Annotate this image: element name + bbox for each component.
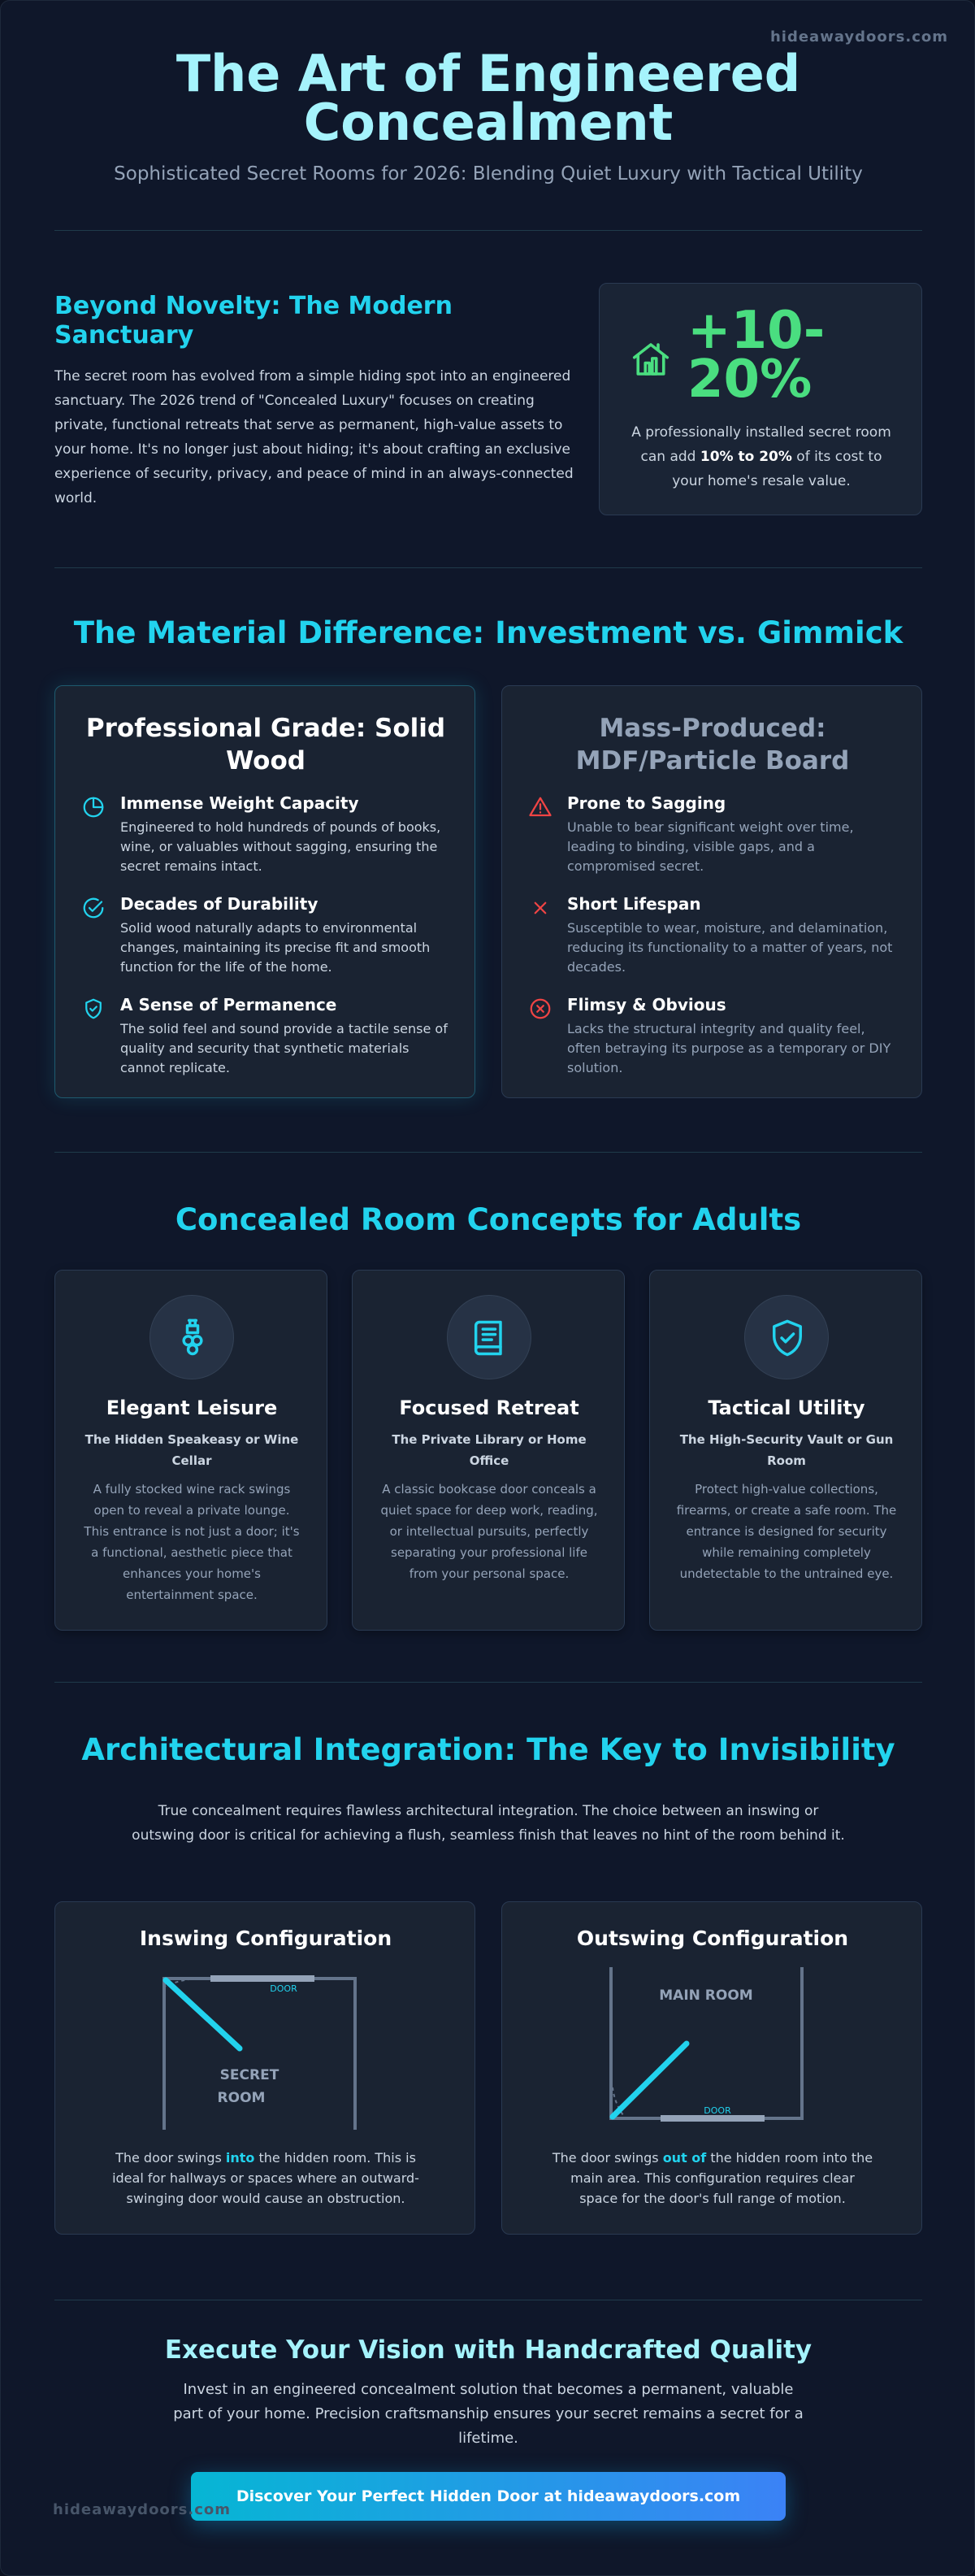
page-subtitle: Sophisticated Secret Rooms for 2026: Blending Quiet Luxury with Tactical Utility bbox=[114, 163, 863, 185]
concept-icon-circle bbox=[447, 1295, 531, 1379]
feature-desc: Solid wood naturally adapts to environmental changes, maintaining its precise fit and smooth function for the life of the home. bbox=[120, 920, 431, 975]
feature-name: Decades of Durability bbox=[120, 894, 318, 914]
cta-heading: Execute Your Vision with Handcrafted Quality bbox=[164, 2335, 812, 2365]
feature-name: A Sense of Permanence bbox=[120, 995, 337, 1014]
x-icon bbox=[528, 896, 552, 920]
room-label: MAIN ROOM bbox=[659, 1987, 753, 2004]
brand-watermark-bottom: hideawaydoors.com bbox=[53, 2501, 232, 2518]
card-title: Professional Grade: Solid Wood bbox=[85, 714, 446, 775]
page-title: The Art of Engineered Concealment bbox=[176, 44, 801, 152]
room-walls bbox=[164, 1979, 355, 2130]
concept-subtitle: The Private Library or Home Office bbox=[392, 1432, 587, 1468]
feature-name: Short Lifespan bbox=[567, 894, 701, 914]
door-panel bbox=[166, 1980, 240, 2048]
concept-icon-circle bbox=[744, 1295, 829, 1379]
feature-name: Flimsy & Obvious bbox=[567, 995, 726, 1014]
feature-name: Immense Weight Capacity bbox=[120, 793, 359, 813]
concept-title: Elegant Leisure bbox=[106, 1397, 278, 1419]
feature-desc: Unable to bear significant weight over time, leading to binding, visible gaps, and a compromised secret. bbox=[567, 819, 854, 874]
outswing-diagram bbox=[599, 1967, 826, 2130]
resale-stat-card bbox=[599, 283, 922, 515]
wine-bottle-icon bbox=[171, 1317, 214, 1359]
feature-desc: The solid feel and sound provide a tactile sense of quality and security that synthetic materials cannot replicate. bbox=[120, 1021, 448, 1075]
concept-subtitle: The Hidden Speakeasy or Wine Cellar bbox=[84, 1432, 299, 1468]
concept-card-retreat bbox=[352, 1270, 625, 1631]
house-value-icon bbox=[629, 337, 673, 381]
divider bbox=[54, 230, 922, 231]
architecture-heading: Architectural Integration: The Key to Invisibility bbox=[81, 1732, 895, 1767]
card-title: Outswing Configuration bbox=[576, 1927, 849, 1950]
room-label: SECRET bbox=[219, 2067, 280, 2083]
pie-chart-icon bbox=[81, 795, 106, 819]
door-threshold bbox=[661, 2115, 765, 2122]
check-circle-icon bbox=[81, 896, 106, 920]
professional-grade-card bbox=[54, 685, 475, 1098]
materials-heading: The Material Difference: Investment vs. Gimmick bbox=[73, 615, 904, 650]
concept-title: Focused Retreat bbox=[399, 1397, 579, 1419]
stat-description: A professionally installed secret room can add 10% to 20% of its cost to your home's resale value. bbox=[631, 424, 891, 489]
concept-card-tactical bbox=[649, 1270, 922, 1631]
door-threshold bbox=[210, 1975, 314, 1982]
intro-heading: Beyond Novelty: The Modern Sanctuary bbox=[54, 292, 453, 350]
stat-value: +10-20% bbox=[687, 301, 826, 410]
concept-description: Protect high-value collections, firearms, or create a safe room. The entrance is designed for security while remaining completely undetectable to the untrained eye. bbox=[676, 1482, 897, 1581]
card-title: Mass-Produced: MDF/Particle Board bbox=[575, 714, 850, 775]
feature-desc: Engineered to hold hundreds of pounds of books, wine, or valuables without sagging, ensuring the secret remains intact. bbox=[120, 819, 441, 874]
cta-body: Invest in an engineered concealment solution that becomes a permanent, valuable part of your home. Precision craftsmanship ensures your secret remains a secret for a lifetime. bbox=[173, 2381, 804, 2447]
card-description: The door swings out of the hidden room into the main area. This configuration requires clear space for the door's full range of motion. bbox=[552, 2150, 873, 2206]
divider bbox=[54, 1152, 922, 1153]
divider bbox=[54, 567, 922, 568]
concepts-heading: Concealed Room Concepts for Adults bbox=[175, 1202, 802, 1237]
warning-triangle-icon bbox=[528, 795, 552, 819]
book-icon bbox=[469, 1317, 511, 1359]
concept-card-leisure bbox=[54, 1270, 327, 1631]
intro-body: The secret room has evolved from a simple hiding spot into an engineered sanctuary. The 2026 trend of "Concealed Luxury" focuses on creating private, functional retreats that serve as permanent, high-value assets to your home. It's no longer just about hiding; it's about crafting an exclusive experience of security, privacy, and peace of mind in an always-connected world. bbox=[54, 368, 574, 506]
mass-produced-card bbox=[501, 685, 922, 1098]
feature-name: Prone to Sagging bbox=[567, 793, 726, 813]
feature-desc: Lacks the structural integrity and quality feel, often betraying its purpose as a temporary or DIY solution. bbox=[567, 1021, 891, 1075]
architecture-intro: True concealment requires flawless architectural integration. The choice between an inswing or outswing door is critical for achieving a flush, seamless finish that leaves no hint of the room behind it. bbox=[132, 1803, 845, 1844]
concept-description: A fully stocked wine rack swings open to reveal a private lounge. This entrance is not just a door; it's a functional, aesthetic piece that enhances your home's entertainment space. bbox=[84, 1482, 300, 1602]
shield-check-icon bbox=[81, 997, 106, 1021]
inswing-card bbox=[54, 1901, 475, 2235]
feature-desc: Susceptible to wear, moisture, and delamination, reducing its functionality to a matter of years, not decades. bbox=[567, 920, 893, 975]
concept-title: Tactical Utility bbox=[708, 1397, 865, 1419]
outswing-card bbox=[501, 1901, 922, 2235]
door-label: DOOR bbox=[270, 1983, 297, 1994]
concept-subtitle: The High-Security Vault or Gun Room bbox=[679, 1432, 894, 1468]
concept-description: A classic bookcase door conceals a quiet space for deep work, reading, or intellectual pursuits, perfectly separating your professional life from your personal space. bbox=[380, 1482, 598, 1581]
shield-check-icon bbox=[766, 1317, 808, 1359]
brand-watermark-top: hideawaydoors.com bbox=[769, 28, 948, 46]
x-circle-icon bbox=[528, 997, 552, 1021]
card-title: Inswing Configuration bbox=[139, 1927, 392, 1950]
card-description: The door swings into the hidden room. This is ideal for hallways or spaces where an outward-swinging door would cause an obstruction. bbox=[112, 2150, 419, 2206]
door-label: DOOR bbox=[704, 2105, 731, 2116]
discover-door-button[interactable]: Discover Your Perfect Hidden Door at hideawaydoors.com bbox=[191, 2472, 786, 2521]
door-panel bbox=[613, 2044, 687, 2117]
concept-icon-circle bbox=[150, 1295, 234, 1379]
divider bbox=[54, 1682, 922, 1683]
inswing-diagram bbox=[152, 1967, 379, 2130]
room-label: ROOM bbox=[217, 2090, 266, 2106]
